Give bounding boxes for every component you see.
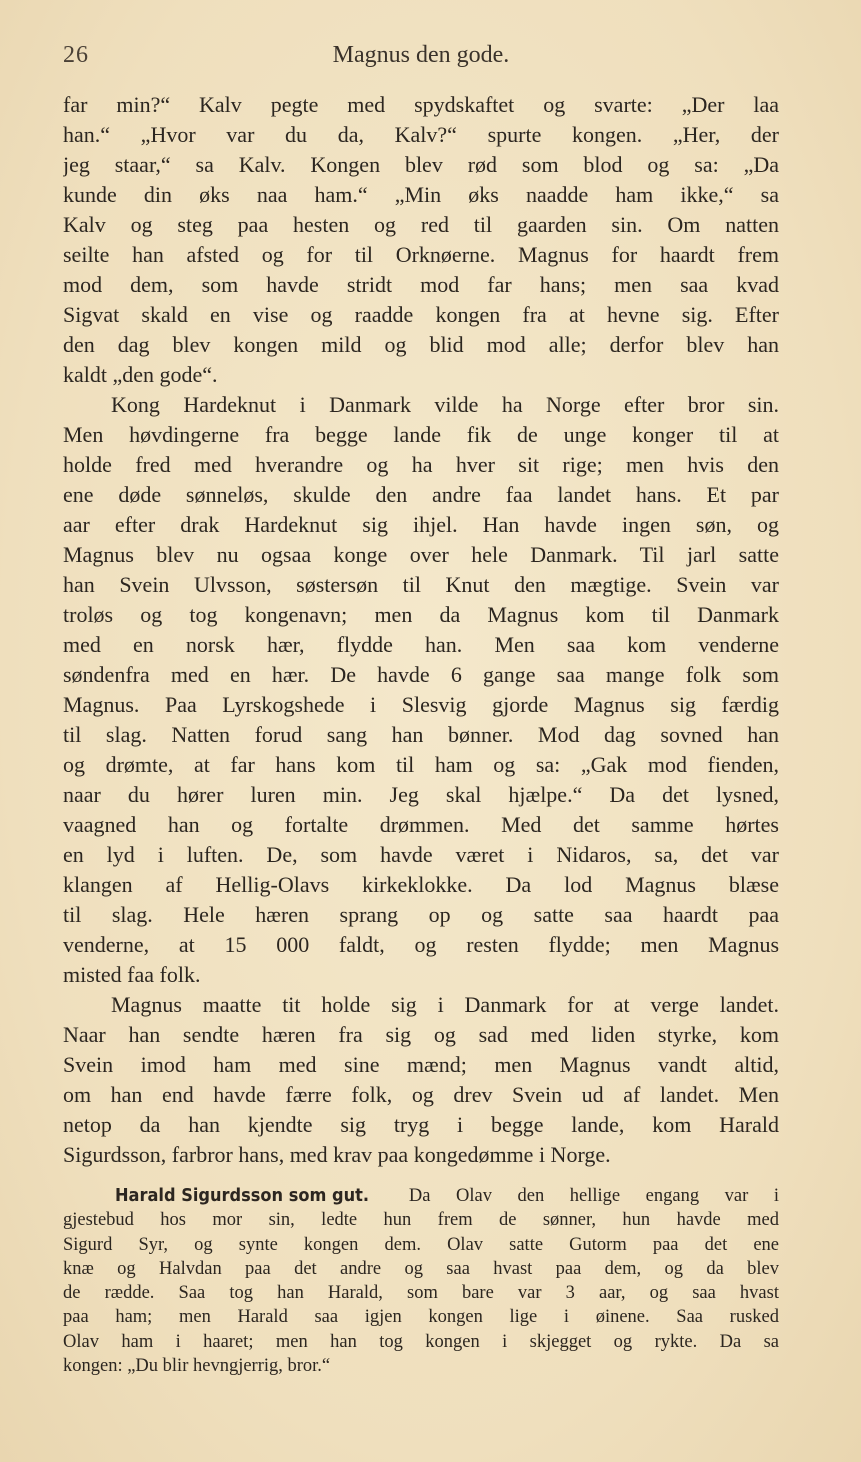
text-line: Kalv og steg paa hesten og red til gaarden sin. Om natten: [63, 212, 779, 237]
text-line: netop da han kjendte sig tryg i begge lande, kom Harald: [63, 1112, 779, 1137]
text-line: Naar han sendte hæren fra sig og sad med liden styrke, kom: [63, 1022, 779, 1047]
text-line: Magnus. Paa Lyrskogshede i Slesvig gjorde Magnus sig færdig: [63, 692, 779, 717]
text-line: seilte han afsted og for til Orknøerne. Magnus for haardt frem: [63, 242, 779, 267]
subsection-text-line: Olav ham i haaret; men han tog kongen i skjegget og rykte. Da sa: [63, 1331, 779, 1352]
section-gap: [63, 1170, 779, 1184]
text-line: aar efter drak Hardeknut sig ihjel. Han havde ingen søn, og: [63, 512, 779, 537]
text-line: far min?“ Kalv pegte med spydskaftet og svarte: „Der laa: [63, 92, 779, 117]
main-text-lines: [63, 90, 779, 1170]
subsection-heading: Harald Sigurdsson som gut.: [115, 1185, 370, 1206]
text-line: og drømte, at far hans kom til ham og sa: „Gak mod fienden,: [63, 752, 779, 777]
text-line: Sigvat skald en vise og raadde kongen fra at hevne sig. Efter: [63, 302, 779, 327]
text-line: klangen af Hellig-Olavs kirkeklokke. Da lod Magnus blæse: [63, 872, 779, 897]
subsection-text-line: Sigurd Syr, og synte kongen dem. Olav satte Gutorm paa det ene: [63, 1234, 779, 1255]
text-line: kunde din øks naa ham.“ „Min øks naadde ham ikke,“ sa: [63, 182, 779, 207]
text-line: troløs og tog kongenavn; men da Magnus kom til Danmark: [63, 602, 779, 627]
subsection-text-line: de rædde. Saa tog han Harald, som bare var 3 aar, og saa hvast: [63, 1283, 779, 1304]
text-line: ene døde sønneløs, skulde den andre faa landet hans. Et par: [63, 482, 779, 507]
text-line: til slag. Natten forud sang han bønner. Mod dag sovned han: [63, 722, 779, 747]
subsection-first-line-text: Da Olav den hellige engang var i: [408, 1186, 779, 1206]
text-line: han Svein Ulvsson, søstersøn til Knut den mægtige. Svein var: [63, 572, 779, 597]
text-line: til slag. Hele hæren sprang op og satte saa haardt paa: [63, 902, 779, 927]
text-line: Sigurdsson, farbror hans, med krav paa kongedømme i Norge.: [63, 1142, 611, 1167]
text-line: kaldt „den gode“.: [63, 362, 218, 387]
running-title: Magnus den gode.: [332, 42, 510, 68]
text-line: Svein imod ham med sine mænd; men Magnus vandt altid,: [63, 1052, 779, 1077]
text-line: jeg staar,“ sa Kalv. Kongen blev rød som blod og sa: „Da: [63, 152, 779, 177]
text-line: mod dem, som havde stridt mod far hans; men saa kvad: [63, 272, 779, 297]
text-line: en lyd i luften. De, som havde været i Nidaros, sa, det var: [63, 842, 779, 867]
subsection-text-line: kongen: „Du blir hevngjerrig, bror.“: [63, 1356, 331, 1377]
text-line: den dag blev kongen mild og blid mod alle; derfor blev han: [63, 332, 779, 357]
subsection-text-line: gjestebud hos mor sin, ledte hun frem de sønner, hun havde med: [63, 1210, 779, 1231]
text-line: han.“ „Hvor var du da, Kalv?“ spurte kongen. „Her, der: [63, 122, 779, 147]
text-line: Men høvdingerne fra begge lande fik de unge konger til at: [63, 422, 779, 447]
main-text: [63, 90, 779, 1378]
text-line: misted faa folk.: [63, 962, 201, 987]
page-number: 26: [63, 42, 89, 68]
subsection: [63, 1184, 779, 1378]
text-line: venderne, at 15 000 faldt, og resten flydde; men Magnus: [63, 932, 779, 957]
text-line: vaagned han og fortalte drømmen. Med det samme hørtes: [63, 812, 779, 837]
text-line: holde fred med hverandre og ha hver sit rige; men hvis den: [63, 452, 779, 477]
subsection-first-line: [63, 1184, 779, 1208]
text-line: Magnus blev nu ogsaa konge over hele Danmark. Til jarl satte: [63, 542, 779, 567]
page-header: [63, 42, 779, 76]
subsection-text-line: knæ og Halvdan paa det andre og saa hvast paa dem, og da blev: [63, 1258, 779, 1279]
text-line: om han end havde færre folk, og drev Svein ud af landet. Men: [63, 1082, 779, 1107]
text-line: med en norsk hær, flydde han. Men saa kom venderne: [63, 632, 779, 657]
subsection-text-line: paa ham; men Harald saa igjen kongen lige i øinene. Saa rusked: [63, 1307, 779, 1328]
text-line: søndenfra med en hær. De havde 6 gange saa mange folk som: [63, 662, 779, 687]
text-line: naar du hører luren min. Jeg skal hjælpe.“ Da det lysned,: [63, 782, 779, 807]
subsection-lines: [63, 1208, 779, 1378]
text-line: Magnus maatte tit holde sig i Danmark for at verge landet.: [111, 992, 779, 1017]
text-line: Kong Hardeknut i Danmark vilde ha Norge efter bror sin.: [111, 392, 779, 417]
